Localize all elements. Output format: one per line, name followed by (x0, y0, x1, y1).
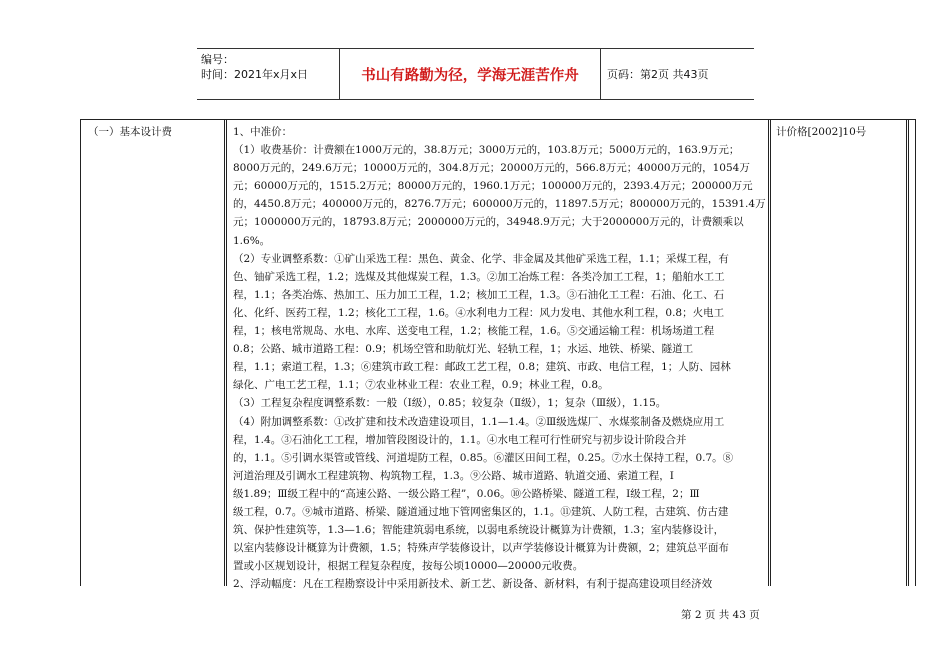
text-line: 级1.89；Ⅲ级工程中的“高速公路、一级公路工程”，0.06。⑩公路桥梁、隧道工程，Ⅰ级工程，2；Ⅲ (233, 487, 700, 500)
text-line: 程，1.4。③石油化工工程，增加管段图设计的，1.1。④水电工程可行性研究与初步设计阶段合并 (233, 433, 687, 446)
row-label: （一）基本设计费 (88, 126, 172, 138)
text-line: 化、化纤、医药工程，1.2；核化工工程，1.6。④水利电力工程：风力发电、其他水利工程，0.8；火电工 (233, 306, 725, 319)
text-line: 的，4450.8万元；400000万元的，8276.7万元；600000万元的，11897.5万元；800000万元的，15391.4万 (233, 198, 766, 211)
text-line: （4）附加调整系数：①改扩建和技术改造建设项目，1.1—1.4。②Ⅲ级选煤厂、水煤浆制备及燃烧应用工 (233, 415, 725, 428)
text-line: 程，1；核电常规岛、水电、水库、送变电工程，1.2；核能工程，1.6。⑤交通运输工程：机场场道工程 (233, 325, 715, 338)
text-line: （2）专业调整系数：①矿山采选工程：黑色、黄金、化学、非金属及其他矿采选工程，1.1；采煤工程，有 (233, 252, 729, 265)
reference-document: 计价格[2002]10号 (776, 126, 867, 138)
text-line: 程，1.1；索道工程，1.3；⑥建筑市政工程：邮政工艺工程，0.8；建筑、市政、电信工程，1；人防、园林 (233, 361, 731, 374)
text-line: 1.6%。 (233, 234, 271, 247)
text-line: 以室内装修设计概算为计费额，1.5；特殊声学装修设计，以声学装修设计概算为计费额，2；建筑总平面布 (233, 542, 729, 555)
text-line: 置或小区规划设计，根据工程复杂程度，按每公顷10000—20000元收费。 (233, 560, 584, 573)
text-line: 2、浮动幅度：凡在工程勘察设计中采用新技术、新工艺、新设备、新材料，有利于提高建设项目经济效 (233, 578, 713, 591)
text-line: （3）工程复杂程度调整系数：一般（Ⅰ级），0.85；较复杂（Ⅱ级），1；复杂（Ⅲ级），1.15。 (233, 397, 667, 410)
text-line: 元；1000000万元的，18793.8万元；2000000万元的，34948.9万元；大于2000000万元的，计费额乘以 (233, 216, 744, 229)
text-line: 绿化、广电工艺工程，1.1；⑦农业林业工程：农业工程，0.9；林业工程，0.8。 (233, 379, 609, 392)
number-label: 编号： (201, 53, 234, 66)
text-line: 河道治理及引调水工程建筑物、构筑物工程，1.3。⑨公路、城市道路、轨道交通、索道工程，Ⅰ (233, 469, 674, 482)
text-line: 1、中准价： (233, 126, 293, 138)
text-line: 级工程，0.7。⑨城市道路、桥梁、隧道通过地下管网密集区的，1.1。⑪建筑、人防工程，古建筑、仿古建 (233, 505, 729, 518)
fee-description (233, 123, 773, 593)
column-divider (906, 120, 909, 586)
text-line: 8000万元的，249.6万元；10000万元的，304.8万元；20000万元的，566.8万元；40000万元的，1054万 (233, 162, 750, 175)
header-meta (197, 49, 340, 99)
text-line: 0.8；公路、城市道路工程：0.9；机场空管和助航灯光、轻轨工程，1；水运、地铁、桥梁、隧道工 (233, 343, 694, 356)
time-label: 时间：2021年x月x日 (201, 68, 309, 81)
motto: 书山有路勤为径，学海无涯苦作舟 (340, 49, 601, 99)
page-footer: 第 2 页 共 43 页 (681, 609, 760, 621)
text-line: 的，1.1。⑤引调水渠管或管线、河道堤防工程，0.85。⑥灌区田间工程，0.25。⑦水土保持工程，0.7。⑧ (233, 451, 734, 464)
page-code: 页码：第2页 共43页 (607, 68, 709, 81)
text-line: 筑、保护性建筑等，1.3—1.6；智能建筑弱电系统，以弱电系统设计概算为计费额，1.3；室内装修设计， (233, 524, 725, 537)
text-line: 程，1.1；各类冶炼、热加工、压力加工工程，1.2；核加工工程，1.3。③石油化工工程：石油、化工、石 (233, 288, 725, 301)
text-line: 色、铀矿采选工程，1.2；选煤及其他煤炭工程，1.3。②加工冶炼工程：各类冷加工工程，1；船舶水工工 (233, 270, 725, 283)
fee-table (80, 119, 916, 591)
column-divider (224, 120, 227, 586)
page-header (197, 48, 754, 100)
text-line: 元；60000万元的，1515.2万元；80000万元的，1960.1万元；100000万元的，2393.4万元；200000万元 (233, 180, 753, 193)
text-line: （1）收费基价：计费额在1000万元的，38.8万元；3000万元的，103.8万元；5000万元的，163.9万元； (233, 144, 740, 157)
